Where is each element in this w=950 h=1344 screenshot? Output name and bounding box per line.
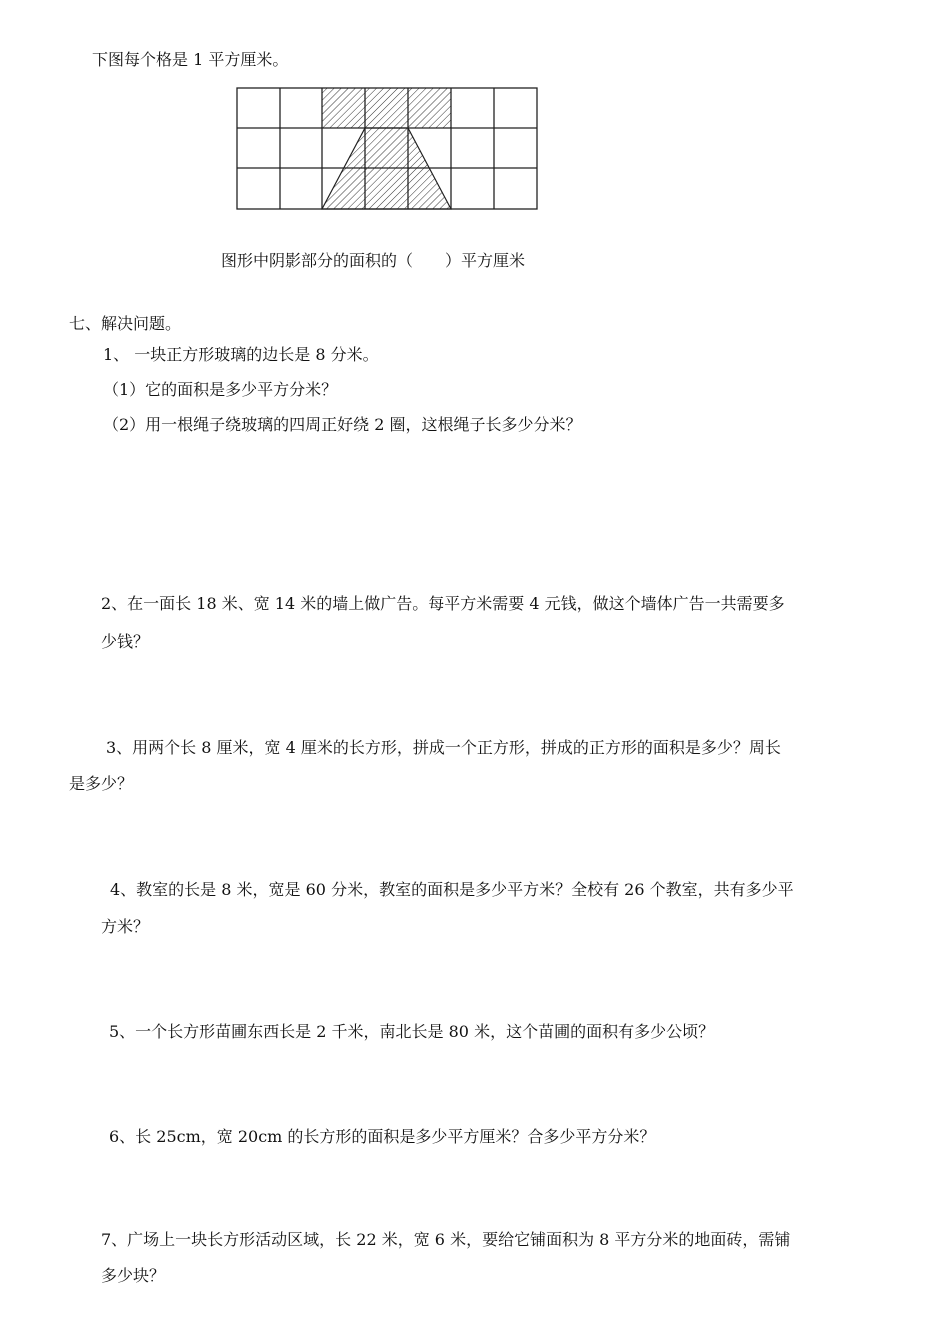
section-title: 七、解决问题。 xyxy=(69,314,182,333)
problem-6: 6、长 25cm，宽 20cm 的长方形的面积是多少平方厘米？合多少平方分米？ xyxy=(109,1127,656,1146)
problem-5: 5、一个长方形苗圃东西长是 2 千米，南北长是 80 米，这个苗圃的面积有多少公顷？ xyxy=(109,1022,715,1041)
intro-text: 下图每个格是 1 平方厘米。 xyxy=(92,50,289,69)
figure-question: 图形中阴影部分的面积的（ ）平方厘米 xyxy=(221,251,526,270)
problem-1: 1、 一块正方形玻璃的边长是 8 分米。 xyxy=(103,345,379,364)
problem-2-line-1: 2、在一面长 18 米、宽 14 米的墙上做广告。每平方米需要 4 元钱，做这个墙体广告一共需要多 xyxy=(101,594,785,613)
problem-3-line-2: 是多少？ xyxy=(69,774,134,793)
problem-7-line-2: 多少块？ xyxy=(101,1266,166,1285)
grid-figure xyxy=(236,87,538,211)
problem-1-part-2: （2）用一根绳子绕玻璃的四周正好绕 2 圈，这根绳子长多少分米？ xyxy=(103,415,582,434)
problem-7-line-1: 7、广场上一块长方形活动区域，长 22 米，宽 6 米，要给它铺面积为 8 平方分米的地面砖，需铺 xyxy=(101,1230,791,1249)
problem-4-line-2: 方米？ xyxy=(101,917,150,936)
problem-2-line-2: 少钱？ xyxy=(101,632,150,651)
problem-4-line-1: 4、教室的长是 8 米，宽是 60 分米，教室的面积是多少平方米？全校有 26 个教室，共有多少平 xyxy=(110,880,794,899)
problem-1-part-1: （1）它的面积是多少平方分米？ xyxy=(103,380,338,399)
shaded-top-squares xyxy=(322,88,451,128)
problem-3-line-1: 3、用两个长 8 厘米，宽 4 厘米的长方形，拼成一个正方形，拼成的正方形的面积是多少？周长 xyxy=(106,738,781,757)
